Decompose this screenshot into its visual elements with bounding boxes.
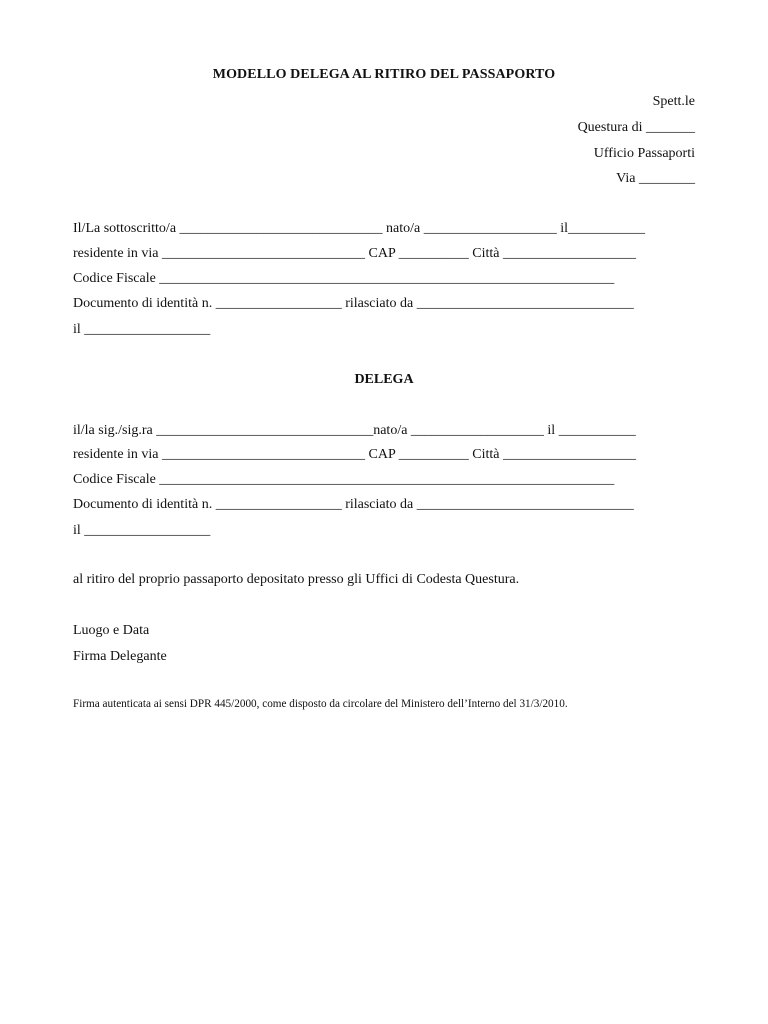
recipient-line-spett: Spett.le xyxy=(652,94,695,109)
delegate-name-line: il/la sig./sig.ra _______________________________nato/a ___________________ il ___________ xyxy=(73,423,636,438)
recipient-line-via: Via ________ xyxy=(616,171,695,186)
signature-label: Firma Delegante xyxy=(73,649,167,664)
authentication-footnote: Firma autenticata ai sensi DPR 445/2000, come disposto da circolare del Ministero dell’Interno del 31/3/2010. xyxy=(73,698,568,710)
place-date-label: Luogo e Data xyxy=(73,623,150,638)
delegator-name-line: Il/La sottoscritto/a _____________________________ nato/a ___________________ il___________ xyxy=(73,221,646,236)
delegator-id-doc-line: Documento di identità n. __________________ rilasciato da _______________________________ xyxy=(73,296,634,311)
delegate-id-doc-line: Documento di identità n. __________________ rilasciato da _______________________________ xyxy=(73,497,634,512)
document-title: MODELLO DELEGA AL RITIRO DEL PASSAPORTO xyxy=(212,67,556,82)
delega-heading: DELEGA xyxy=(354,372,414,387)
delegator-date-line: il __________________ xyxy=(73,322,211,337)
delegate-residence-line: residente in via _____________________________ CAP __________ Città ___________________ xyxy=(73,447,636,462)
delegate-date-line: il __________________ xyxy=(73,523,211,538)
delegator-tax-code-line: Codice Fiscale _________________________________________________________________ xyxy=(73,271,615,286)
recipient-line-questura: Questura di _______ xyxy=(577,120,695,135)
delegator-residence-line: residente in via _____________________________ CAP __________ Città ___________________ xyxy=(73,246,636,261)
purpose-text: al ritiro del proprio passaporto depositato presso gli Uffici di Codesta Questura. xyxy=(73,572,520,587)
recipient-line-ufficio: Ufficio Passaporti xyxy=(593,146,695,161)
delegate-tax-code-line: Codice Fiscale _________________________________________________________________ xyxy=(73,472,615,487)
